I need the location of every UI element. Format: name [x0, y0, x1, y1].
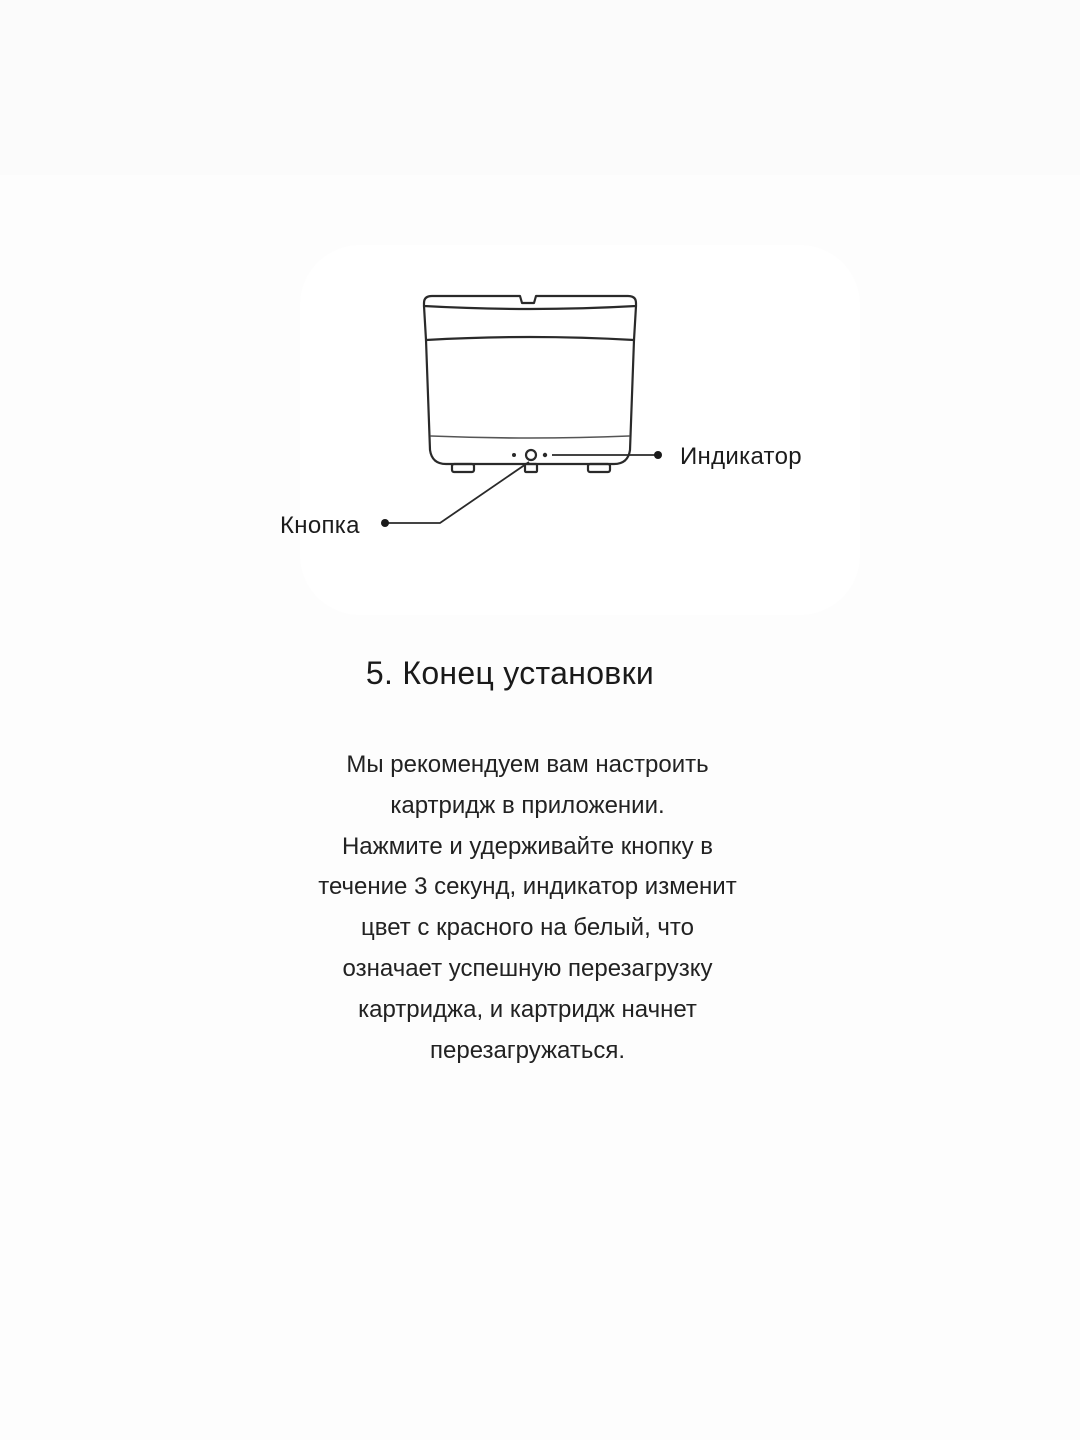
- instruction-line: означает успешную перезагрузку: [342, 954, 713, 982]
- device-body: [426, 340, 634, 464]
- button-label: Кнопка: [280, 512, 360, 539]
- device-illustration: [0, 0, 1080, 640]
- indicator-label: Индикатор: [680, 443, 802, 470]
- instruction-line: Мы рекомендуем вам настроить: [346, 751, 709, 778]
- instruction-line: Нажмите и удерживайте кнопку в: [341, 832, 714, 860]
- indicator-leader-dot: [654, 451, 662, 459]
- section-title-text: 5. Конец установки: [365, 655, 655, 691]
- device-lid: [424, 296, 636, 309]
- instruction-line: течение 3 секунд, индикатор изменит: [318, 873, 737, 901]
- device-foot-right: [588, 464, 610, 472]
- instruction-line: картриджа, и картридж начнет: [358, 995, 697, 1023]
- instruction-paragraph: [270, 745, 785, 1071]
- led-dot-left: [512, 453, 516, 457]
- device-base-line: [431, 436, 629, 438]
- indicator-led-icon: [543, 453, 547, 457]
- button-leader-dot: [381, 519, 389, 527]
- instruction-line: картридж в приложении.: [390, 791, 665, 819]
- button-icon: [526, 450, 536, 460]
- device-port: [525, 464, 537, 472]
- instruction-line: цвет с красного на белый, что: [360, 914, 694, 942]
- device-foot-left: [452, 464, 474, 472]
- section-title: [0, 655, 1020, 692]
- instruction-line: перезагружаться.: [430, 1036, 625, 1064]
- device-lid-band: [424, 306, 636, 340]
